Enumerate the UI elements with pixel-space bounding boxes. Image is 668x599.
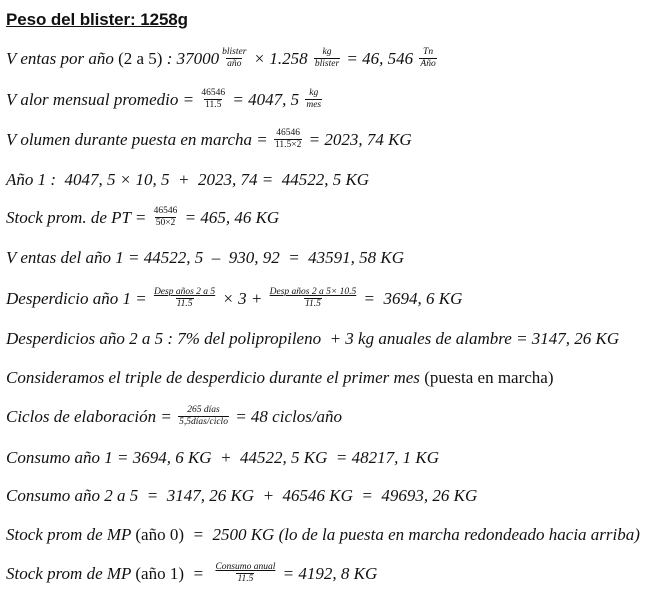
text: = 48 ciclos/año [230, 407, 343, 426]
fraction [153, 206, 179, 228]
text: Stock prom de MP [6, 564, 136, 583]
fraction-numerator: Desp años 2 a 5 [153, 287, 216, 298]
text: (2 a 5) [118, 49, 163, 68]
fraction-numerator: kg [309, 88, 319, 99]
fraction-numerator: 46546 [153, 206, 178, 217]
year-1-sales-equation [6, 241, 404, 275]
text: (año 1) [135, 564, 184, 583]
text: Consumo año 1 = 3694, 6 KG + 44522, 5 KG = 48217, 1 KG [6, 448, 439, 467]
text: Ciclos de elaboración = [6, 407, 177, 426]
fraction [214, 562, 276, 584]
fraction-numerator: kg [322, 47, 332, 58]
fraction-denominator: año [227, 58, 242, 69]
fraction-denominator: 50×2 [155, 217, 176, 228]
text: × 1.258 [249, 49, 312, 68]
fraction [274, 128, 302, 150]
text: V alor mensual promedio = [6, 90, 199, 109]
fraction-denominator: 11.5 [304, 298, 321, 309]
fraction-numerator: Tn [423, 47, 434, 58]
stock-mp-year-0-equation [6, 518, 640, 552]
stock-pt-equation [6, 201, 279, 235]
text: = 2500 KG [183, 525, 279, 544]
fraction-denominator: 11.5 [176, 298, 193, 309]
text: = 46, 546 [342, 49, 418, 68]
monthly-average-equation [6, 83, 324, 117]
blister-weight-heading: Peso del blister: 1258g [6, 10, 188, 29]
text: Stock prom. de PT = [6, 208, 151, 227]
text: = 465, 46 KG [180, 208, 280, 227]
text: = 4192, 8 KG [278, 564, 378, 583]
waste-years-2-5-equation [6, 322, 619, 356]
text: Desperdicio año 1 = [6, 289, 151, 308]
text: Consideramos el triple de desperdicio durante el primer mes [6, 368, 425, 387]
fraction-numerator: blister [222, 47, 247, 58]
text: (puesta en marcha) [424, 368, 554, 387]
text: = 4047, 5 [228, 90, 304, 109]
fraction [200, 88, 226, 110]
fraction-numerator: Desp años 2 a 5× 10.5 [269, 287, 357, 298]
fraction-denominator: mes [306, 99, 322, 110]
production-cycles-equation [6, 400, 342, 434]
text: (lo de la puesta en marcha redondeado hacia arriba) [278, 525, 640, 544]
startup-volume-equation [6, 123, 412, 157]
text: × 3 + [218, 289, 267, 308]
fraction-denominator: 11.5 [237, 573, 254, 584]
consumption-year-1-equation [6, 441, 439, 475]
fraction-denominator: blister [314, 58, 340, 69]
text: V entas por año [6, 49, 119, 68]
text: = [183, 564, 213, 583]
fraction [314, 47, 340, 69]
fraction [221, 47, 247, 69]
stock-mp-year-1-equation [6, 557, 377, 591]
waste-year-1-equation [6, 282, 462, 316]
fraction-numerator: 265 días [187, 405, 220, 416]
triple-waste-note [6, 361, 554, 395]
text: Stock prom de MP [6, 525, 136, 544]
fraction-denominator: Año [420, 58, 436, 69]
fraction-numerator: 46546 [276, 128, 301, 139]
text: = 2023, 74 KG [304, 130, 412, 149]
year-1-equation [6, 163, 369, 197]
fraction-numerator: 46546 [201, 88, 226, 99]
text: : 37000 [162, 49, 220, 68]
fraction [305, 88, 322, 110]
consumption-years-2-5-equation [6, 479, 477, 513]
annual-sales-equation [6, 42, 439, 76]
fraction-denominator: 11.5 [205, 99, 222, 110]
fraction-denominator: 11.5×2 [274, 139, 302, 150]
fraction [269, 287, 358, 309]
text: V olumen durante puesta en marcha = [6, 130, 272, 149]
text: V entas del año 1 = 44522, 5 – 930, 92 = 43591, 58 KG [6, 248, 405, 267]
text: Desperdicios año 2 a 5 : 7% del polipropileno + 3 kg anuales de alambre = 3147, 26 KG [6, 329, 620, 348]
text: Consumo año 2 a 5 = 3147, 26 KG + 46546 KG = 49693, 26 KG [6, 486, 478, 505]
fraction-numerator: Consumo anual [215, 562, 276, 573]
fraction [178, 405, 229, 427]
text: = 3694, 6 KG [359, 289, 463, 308]
text: Año 1 : 4047, 5 × 10, 5 + 2023, 74 = 44522, 5 KG [6, 170, 370, 189]
fraction-denominator: 5,5días/ciclo [179, 416, 228, 427]
fraction [153, 287, 216, 309]
text: (año 0) [135, 525, 184, 544]
fraction [419, 47, 436, 69]
